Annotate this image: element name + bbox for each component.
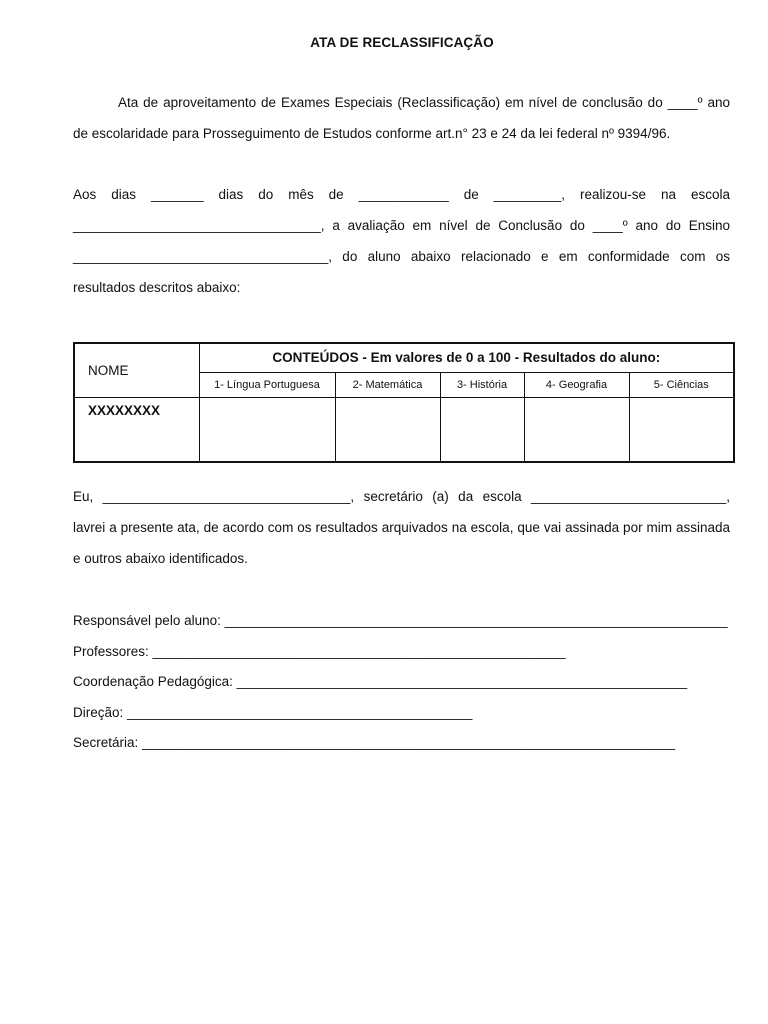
secretary-paragraph: Eu, _________________________________, secretário (a) da escola __________________________, lavrei a presente ata, de acordo com os resultados arquivados na escola, que vai assinada por mim assinada e outros abaixo identificados.: [73, 489, 730, 566]
grade-cell: [199, 398, 335, 463]
signature-line-coordination: Coordenação Pedagógica: ____________________________________________________________: [73, 674, 688, 689]
signature-line-teachers: Professores: _______________________________________________________: [73, 643, 566, 659]
subject-header: 1- Língua Portuguesa: [199, 372, 335, 397]
signature-list: [73, 608, 733, 761]
subject-header: 3- História: [440, 372, 524, 397]
subject-header: 2- Matemática: [335, 372, 440, 397]
subject-header: 4- Geografia: [524, 372, 629, 397]
intro-paragraph: Ata de aproveitamento de Exames Especiais (Reclassificação) em nível de conclusão do ____º ano de escolaridade para Prosseguimento de Estudos conforme art.n° 23 e 24 da lei federal nº 9394/96.: [73, 95, 730, 141]
student-name: XXXXXXXX: [74, 398, 199, 463]
name-column-header: NOME: [74, 343, 199, 398]
document-title: ATA DE RECLASSIFICAÇÃO: [310, 35, 494, 50]
grade-cell: [335, 398, 440, 463]
contents-header: CONTEÚDOS - Em valores de 0 a 100 - Resultados do aluno:: [199, 343, 734, 372]
subject-header: 5- Ciências: [629, 372, 734, 397]
signature-line-guardian: Responsável pelo aluno: ___________________________________________________________________: [73, 613, 728, 628]
grade-cell: [629, 398, 734, 463]
details-paragraph: Aos dias _______ dias do mês de ____________ de _________, realizou-se na escola _________________________________, a avaliação em nível de Conclusão do ____º ano do Ensino __________________________________, do aluno abaixo relacionado e em conformidade com os resultados descritos abaixo:: [73, 187, 730, 295]
grade-cell: [440, 398, 524, 463]
signature-line-secretary: Secretária: _______________________________________________________________________: [73, 735, 676, 750]
results-table: [73, 342, 735, 463]
table-row: [74, 398, 734, 463]
grade-cell: [524, 398, 629, 463]
signature-line-direction: Direção: ______________________________________________: [73, 704, 473, 720]
